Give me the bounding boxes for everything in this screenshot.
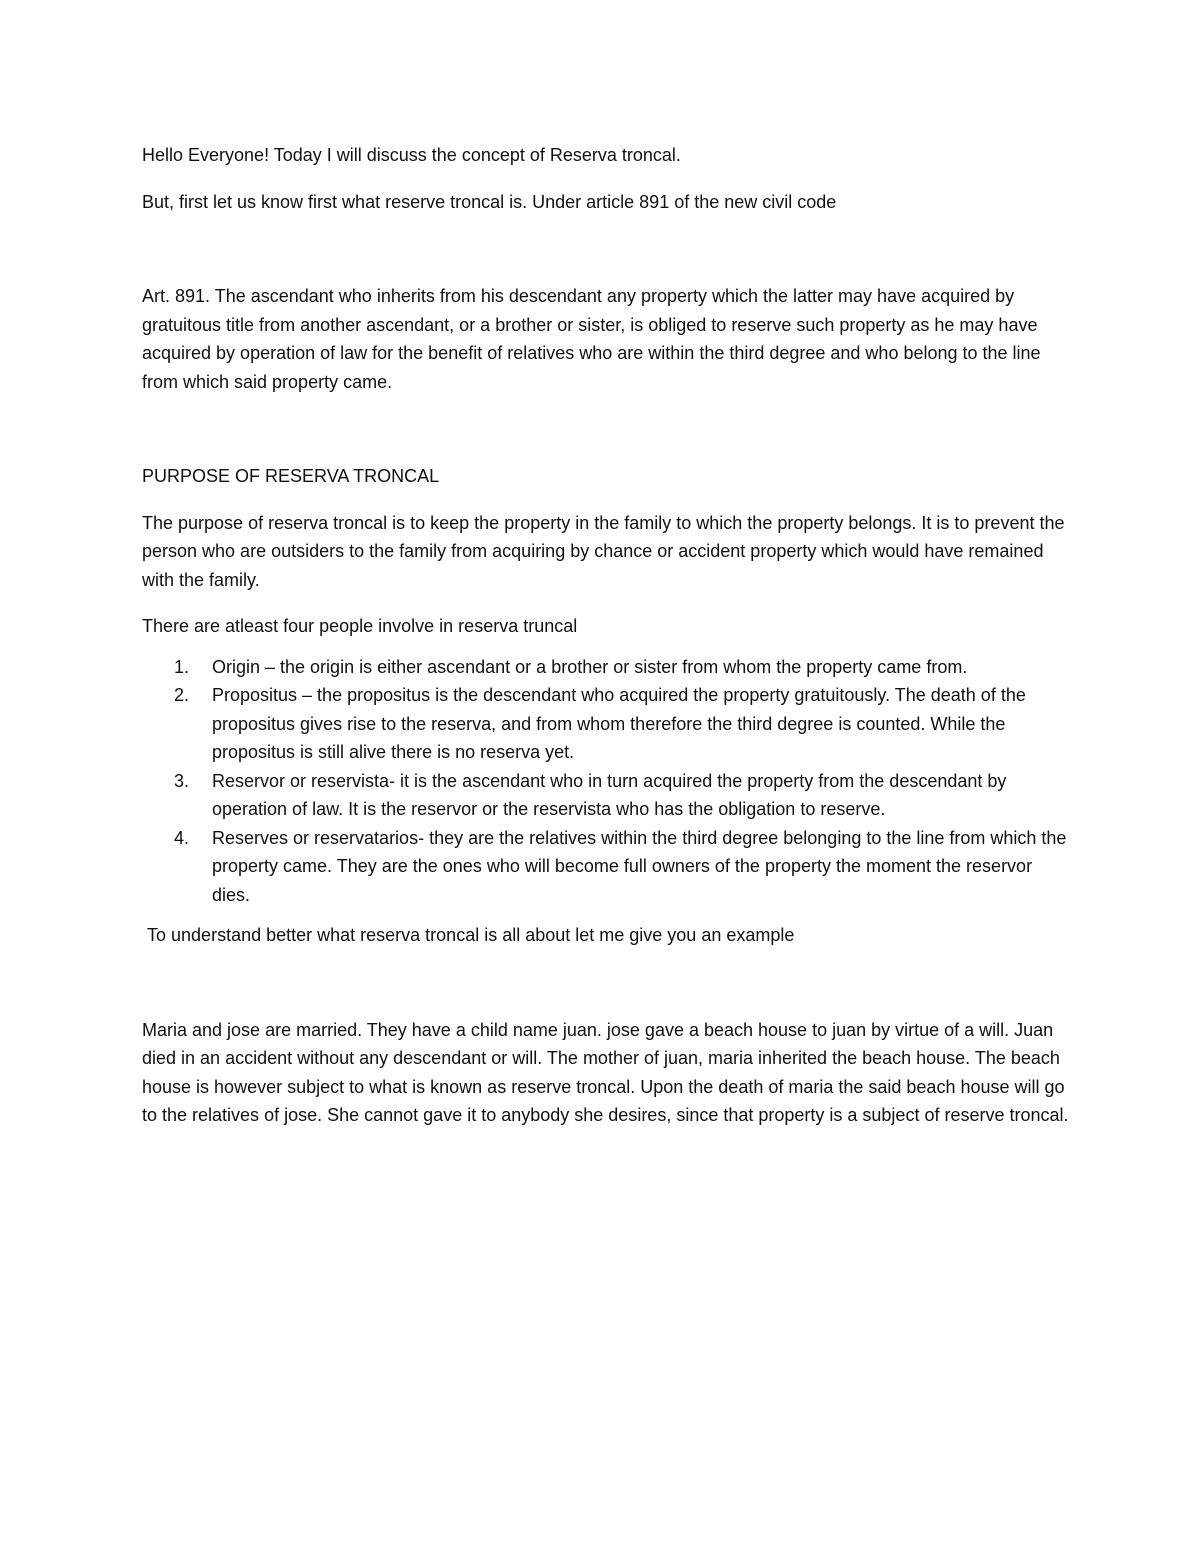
list-item-number: 3. <box>174 770 190 791</box>
purpose-paragraph: The purpose of reserva troncal is to keep the property in the family to which the property belongs. It is to prevent the person who are outsiders to the family from acquiring by chance or accident property which would have remained with the family. <box>142 512 1065 590</box>
list-item-text: Propositus – the propositus is the descendant who acquired the property gratuitously. The death of the propositus gives rise to the reserva, and from whom therefore the third degree is counted. While the propositus is still alive there is no reserva yet. <box>212 685 1026 762</box>
list-item-text: Reservor or reservista- it is the ascendant who in turn acquired the property from the descendant by operation of law. It is the reservor or the reservista who has the obligation to reserve. <box>212 770 1007 819</box>
list-item <box>142 653 1072 682</box>
article-891-text: Art. 891. The ascendant who inherits from his descendant any property which the latter may have acquired by gratuitous title from another ascendant, or a brother or sister, is obliged to reserve such property as he may have acquired by operation of law for the benefit of relatives who are within the third degree and who belong to the line from which said property came. <box>142 286 1041 392</box>
list-item <box>142 824 1072 910</box>
example-paragraph: Maria and jose are married. They have a child name juan. jose gave a beach house to juan by virtue of a will. Juan died in an accident without any descendant or will. The mother of juan, maria inherited the beach house. The beach house is however subject to what is known as reserve troncal. Upon the death of maria the said beach house will go to the relatives of jose. She cannot gave it to anybody she desires, since that property is a subject of reserve troncal. <box>142 1019 1069 1125</box>
people-intro: There are atleast four people involve in reserva truncal <box>142 616 578 636</box>
intro-line-1: Hello Everyone! Today I will discuss the concept of Reserva troncal. <box>142 145 681 165</box>
list-item <box>142 681 1072 767</box>
list-item <box>142 767 1072 824</box>
list-item-number: 4. <box>174 827 190 848</box>
purpose-heading: PURPOSE OF RESERVA TRONCAL <box>142 466 440 486</box>
people-list <box>142 653 1072 910</box>
intro-line-2: But, first let us know first what reserve troncal is. Under article 891 of the new civil code <box>142 191 837 212</box>
list-item-text: Reserves or reservatarios- they are the relatives within the third degree belonging to the line from which the property came. They are the ones who will become full owners of the property the moment the reservor dies. <box>212 827 1067 905</box>
example-intro: To understand better what reserva troncal is all about let me give you an example <box>142 925 795 945</box>
list-item-number: 1. <box>174 656 190 677</box>
list-item-number: 2. <box>174 685 190 705</box>
document-body <box>142 141 1072 1130</box>
list-item-text: Origin – the origin is either ascendant or a brother or sister from whom the property came from. <box>212 656 968 677</box>
